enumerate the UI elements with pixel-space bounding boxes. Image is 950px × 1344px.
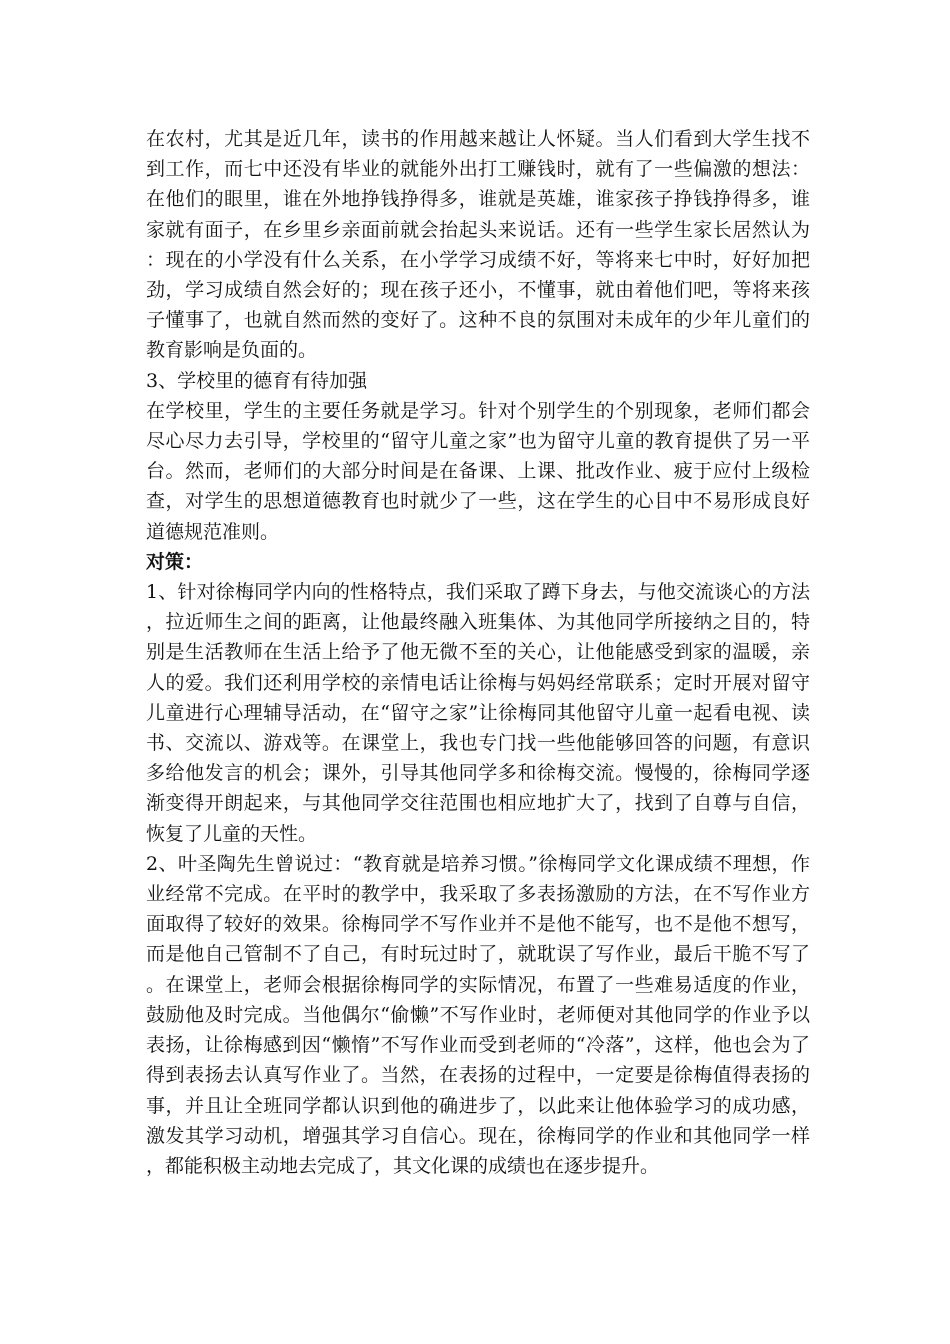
document-body bbox=[146, 124, 810, 1181]
paragraph-measure-1: 1、针对徐梅同学内向的性格特点，我们采取了蹲下身去，与他交流谈心的方法，拉近师生之间的距离，让他最终融入班集体、为其他同学所接纳之目的，特别是生活教师在生活上给予了他无微不至的关心，让他能感受到家的温暖，亲人的爱。我们还利用学校的亲情电话让徐梅与妈妈经常联系；定时开展对留守儿童进行心理辅导活动，在“留守之家”让徐梅同其他留守儿童一起看电视、读书、交流以、游戏等。在课堂上，我也专门找一些他能够回答的问题，有意识多给他发言的机会；课外，引导其他同学多和徐梅交流。慢慢的，徐梅同学逐渐变得开朗起来，与其他同学交往范围也相应地扩大了，找到了自尊与自信，恢复了儿童的天性。 bbox=[146, 581, 810, 845]
paragraph-school-moral-education: 在学校里，学生的主要任务就是学习。针对个别学生的个别现象，老师们都会尽心尽力去引导，学校里的“留守儿童之家”也为留守儿童的教育提供了另一平台。然而，老师们的大部分时间是在备课、上课、批改作业、疲于应付上级检查，对学生的思想道德教育也时就少了一些，这在学生的心目中不易形成良好道德规范准则。 bbox=[146, 399, 810, 543]
paragraph-measure-2: 2、叶圣陶先生曾说过：“教育就是培养习惯。”徐梅同学文化课成绩不理想，作业经常不完成。在平时的教学中，我采取了多表扬激励的方法，在不写作业方面取得了较好的效果。徐梅同学不写作业并不是他不能写，也不是他不想写，而是他自己管制不了自己，有时玩过时了，就耽误了写作业，最后干脆不写了。在课堂上，老师会根据徐梅同学的实际情况，布置了一些难易适度的作业，鼓励他及时完成。当他偶尔“偷懒”不写作业时，老师便对其他同学的作业予以表扬，让徐梅感到因“懒惰”不写作业而受到老师的“冷落”，这样，他也会为了得到表扬去认真写作业了。当然，在表扬的过程中，一定要是徐梅值得表扬的事，并且让全班同学都认识到他的确进步了，以此来让他体验学习的成功感，激发其学习动机，增强其学习自信心。现在，徐梅同学的作业和其他同学一样，都能积极主动地去完成了，其文化课的成绩也在逐步提升。 bbox=[146, 852, 810, 1177]
paragraph-rural-attitudes: 在农村，尤其是近几年，读书的作用越来越让人怀疑。当人们看到大学生找不到工作，而七中还没有毕业的就能外出打工赚钱时，就有了一些偏激的想法：在他们的眼里，谁在外地挣钱挣得多，谁就是英雄，谁家孩子挣钱挣得多，谁家就有面子，在乡里乡亲面前就会抬起头来说话。还有一些学生家长居然认为：现在的小学没有什么关系，在小学学习成绩不好，等将来七中时，好好加把劲，学习成绩自然会好的；现在孩子还小，不懂事，就由着他们吧，等将来孩子懂事了，也就自然而然的变好了。这种不良的氛围对未成年的少年儿童们的教育影响是负面的。 bbox=[146, 128, 810, 362]
section-heading-moral-education: 3、学校里的德育有待加强 bbox=[146, 369, 368, 392]
section-heading-measures: 对策： bbox=[146, 550, 204, 573]
